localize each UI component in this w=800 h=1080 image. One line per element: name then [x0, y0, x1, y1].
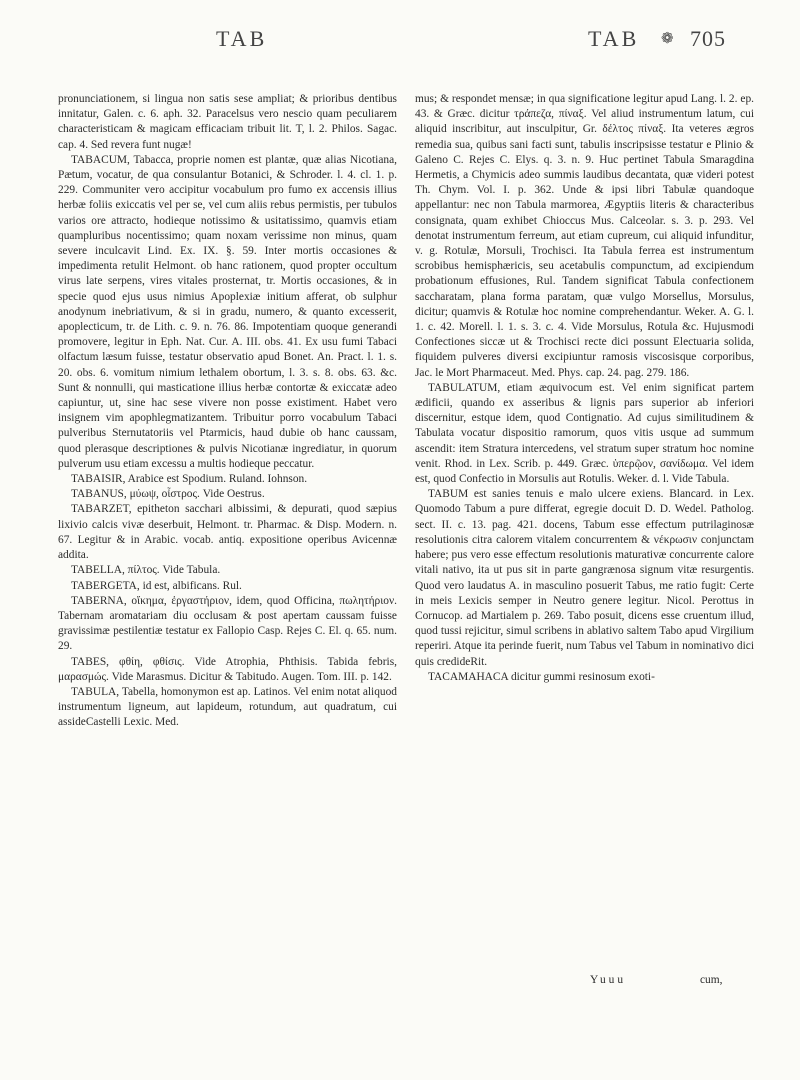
paragraph: mus; & respondet mensæ; in qua significatione legitur apud Lang. l. 2. ep. 43. & Græc. dicitur τράπεζα, πίναξ. Vel aliud instrumentum latum, cui aliquid inscribitur, aut insculpitur, Gr. δέλτος πίναξ. Ita veteres ægros remedia sua, quibus sani facti sunt, tabulis inscripsisse testatur e Plinio & Galeno C. Rejes C. Elys. q. 3. n. 9. Huc pertinet Tabula Smaragdina Hermetis, a Chymicis adeo summis laudibus decantata, quæ videri potest Th. Chym. Vol. I. p. 362. Unde & ipsi libri Tabulæ quandoque appellantur: nec non Tabula marmorea, Ægyptiis literis & characteribus consignata, quam exhibet Chioccus Mus. Calceolar. s. 3. p. 293. Vel denotat instrumentum ferreum, aut etiam cupreum, cui aliquid infunditur, v. g. Rotulæ, Morsuli, Trochisci. Ita Tabula ferrea est instrumentum scrobibus hemisphæricis, seu acetabulis compunctum, ad excipiendum probationum effusiones, Rul. Tandem significat Tabula confectionem saccharatam, plana forma paratam, quæ vulgo Morsellus, Morsulus, dicitur; quamvis & Rotulæ hoc nomine comprehendantur. Weker. A. G. l. 1. c. 42. Morell. l. 1. s. 3. c. 4. Vide Morsulus, Rotula &c. Hujusmodi Confectiones siccæ ut & Trochisci recte dici possunt Electuaria solida, fiquidem pulveres diversi excipiuntur ramosis viscosisque corporibus, Jac. le Mort Pharmaceut. Med. Phys. cap. 24. pag. 279. 186. [415, 93, 754, 379]
paragraph: TABARZET, epitheton sacchari albissimi, & depurati, quod sæpius lixivio calcis vivæ deserbuit, Helmont. tr. Pharmac. & Disp. Modern. n. 67. Legitur & in Arabic. vocab. antiq. expositione operibus Avicennæ addita. [58, 503, 397, 562]
paragraph: TABULA, Tabella, homonymon est ap. Latinos. Vel enim notat aliquod instrumentum ligneum, aut lapideum, rotundum, aut quadratum, cui assideCastelli Lexic. Med. [58, 685, 397, 729]
running-head-left: TAB [216, 26, 268, 51]
left-column [58, 92, 397, 731]
paragraph: TABERNA, οἴκημα, ἐργαστήριον, idem, quod Officina, πωλητήριον. Tabernam aromatariam diu occlusam & post apertam caussam fuisse gravissimæ pestilentiæ testatur ex Fallopio Casp. Rejes C. El. q. 65. num. 29. [58, 594, 397, 653]
paragraph: TABUM est sanies tenuis e malo ulcere exiens. Blancard. in Lex. Quomodo Tabum a pure differat, egregie docuit D. D. Wedel. Patholog. sect. II. c. 13. pag. 421. docens, Tabum esse effectum putrilaginosæ resolutionis citra calorem vitalem concurrentem & νέκρωσιν conjunctam habere; pus vero esse effectum resolutionis maturativæ concurrente calore vitali nativo, ita ut pus sit in parte gangrænosa signum vitæ resurgentis. Quod vero laudatus A. in masculino posuerit Tabus, me ratio fugit: Certe in meis Lexicis semper in Neutro genere legitur. Nicol. Perottus in Cornucop. ad Martialem p. 269. Tabo posuit, dicens esse cruentum illud, quod tussi rejicitur, simul scribens in ablativo saltem Tabo apud Virgilium reperiri. Atque ita perinde fuerit, num Tabus vel Tabum in nominativo dici quis credideRit. [415, 488, 754, 668]
page-header [0, 10, 800, 86]
paragraph: TABULATUM, etiam æquivocum est. Vel enim significat partem ædificii, quando ex asseribus & lignis pars superior ab inferiori discernitur, estque idem, quod Contignatio. Ad cujus similitudinem & Tabulata vocatur dispositio ramorum, quos vitis usque ad summum ascendit: item Stratura intercedens, vel stratum super stratum hoc nomine venit. Rhod. in Lex. Scrib. p. 449. Græc. ὑπερῷον, σανίδωμα. Vel idem est, quod Confectio in Morsulis aut Rotulis. Weker. d. l. Vide Tabula. [415, 381, 754, 486]
paragraph: TABACUM, Tabacca, proprie nomen est plantæ, quæ alias Nicotiana, Pætum, vocatur, de qua consulantur Botanici, & Schroder. l. 4. cl. 1. p. 229. Communiter vero accipitur vocabulum pro fumo ex accensis illius herbæ foliis exiccatis vel per se, vel cum aliis rebus permistis, per tubulos varios ore attracto, hodieque notissimo & usitatissimo, quamvis etiam quampluribus nocentissimo; quam noxam verissime non minus, quam severe inculcavit Lind. Ex. IX. §. 59. Inter mortis occasiones & impedimenta retulit Helmont. ob hanc rationem, quod propter occultum virus late serpens, vires vitales prosternat, tr. Mortis occasiones, & in specie quod ejus usus nimius Apoplexiæ initium afferat, ob sulphur anodynum inebriativum, & si in gradu, numero, & quanto excesserit, apoplecticum, tr. de Lith. c. 9. n. 76. 86. Impotentiam quoque generandi promovere, legitur in Eph. Nat. Cur. A. III. obs. 41. Ex usu fumi Tabaci olfactum læsum fuisse, testatur observatio apud Bonet. An. Pract. l. 1. s. 20. obs. 6. vomitum nimium lethalem obortum, l. 3. s. 8. obs. 63. &c. Sunt & nonnulli, qui masticatione illius herbæ contortæ & exiccatæ adeo capiuntur, ut, sine hac sese vivere non posse existiment. Habet vero insignem vim apophlegmatizantem. Tribuitur porro vocabulum Tabaci pulveribus Sternutatoriis vel Ptarmicis, haud dubie ob hanc caussam, quod plerasque descriptiones & pulvis Nicotianæ ingrediatur, in quorum pulverum usu etiam excessu a multis hodieque peccatur. [58, 153, 397, 470]
paragraph: TACAMAHACA dicitur gummi resinosum exoti- [428, 670, 655, 683]
ornament-icon: ❁ [661, 31, 674, 47]
running-head-right: TAB [588, 26, 640, 51]
right-column [415, 92, 754, 685]
page-number: 705 [690, 26, 726, 51]
paragraph: TABES, φθίη, φθίσις. Vide Atrophia, Phthisis. Tabida febris, μαρασμώς. Vide Marasmus. Dicitur & Tabitudo. Augen. Tom. III. p. 142. [58, 655, 397, 683]
paragraph: TABAISIR, Arabice est Spodium. Ruland. Iohnson. [71, 473, 308, 486]
paragraph: TABELLA, πίλτος. Vide Tabula. [71, 564, 221, 577]
catchword: cum, [700, 974, 723, 986]
paragraph: TABERGETA, id est, albificans. Rul. [71, 579, 242, 592]
paragraph: TABANUS, μύωψ, οἶστρος. Vide Oestrus. [71, 488, 265, 501]
paragraph: pronunciationem, si lingua non satis sese ampliat; & prioribus dentibus innitatur, Galen. c. 6. aph. 32. Paracelsus vero nescio quam peculiarem characteristicam & magicam efficaciam tribuit lit. T, l. 2. Philos. Sagac. cap. 4. Sed revera funt nugæ! [58, 93, 397, 151]
signature-mark: Yuuu [590, 974, 627, 986]
